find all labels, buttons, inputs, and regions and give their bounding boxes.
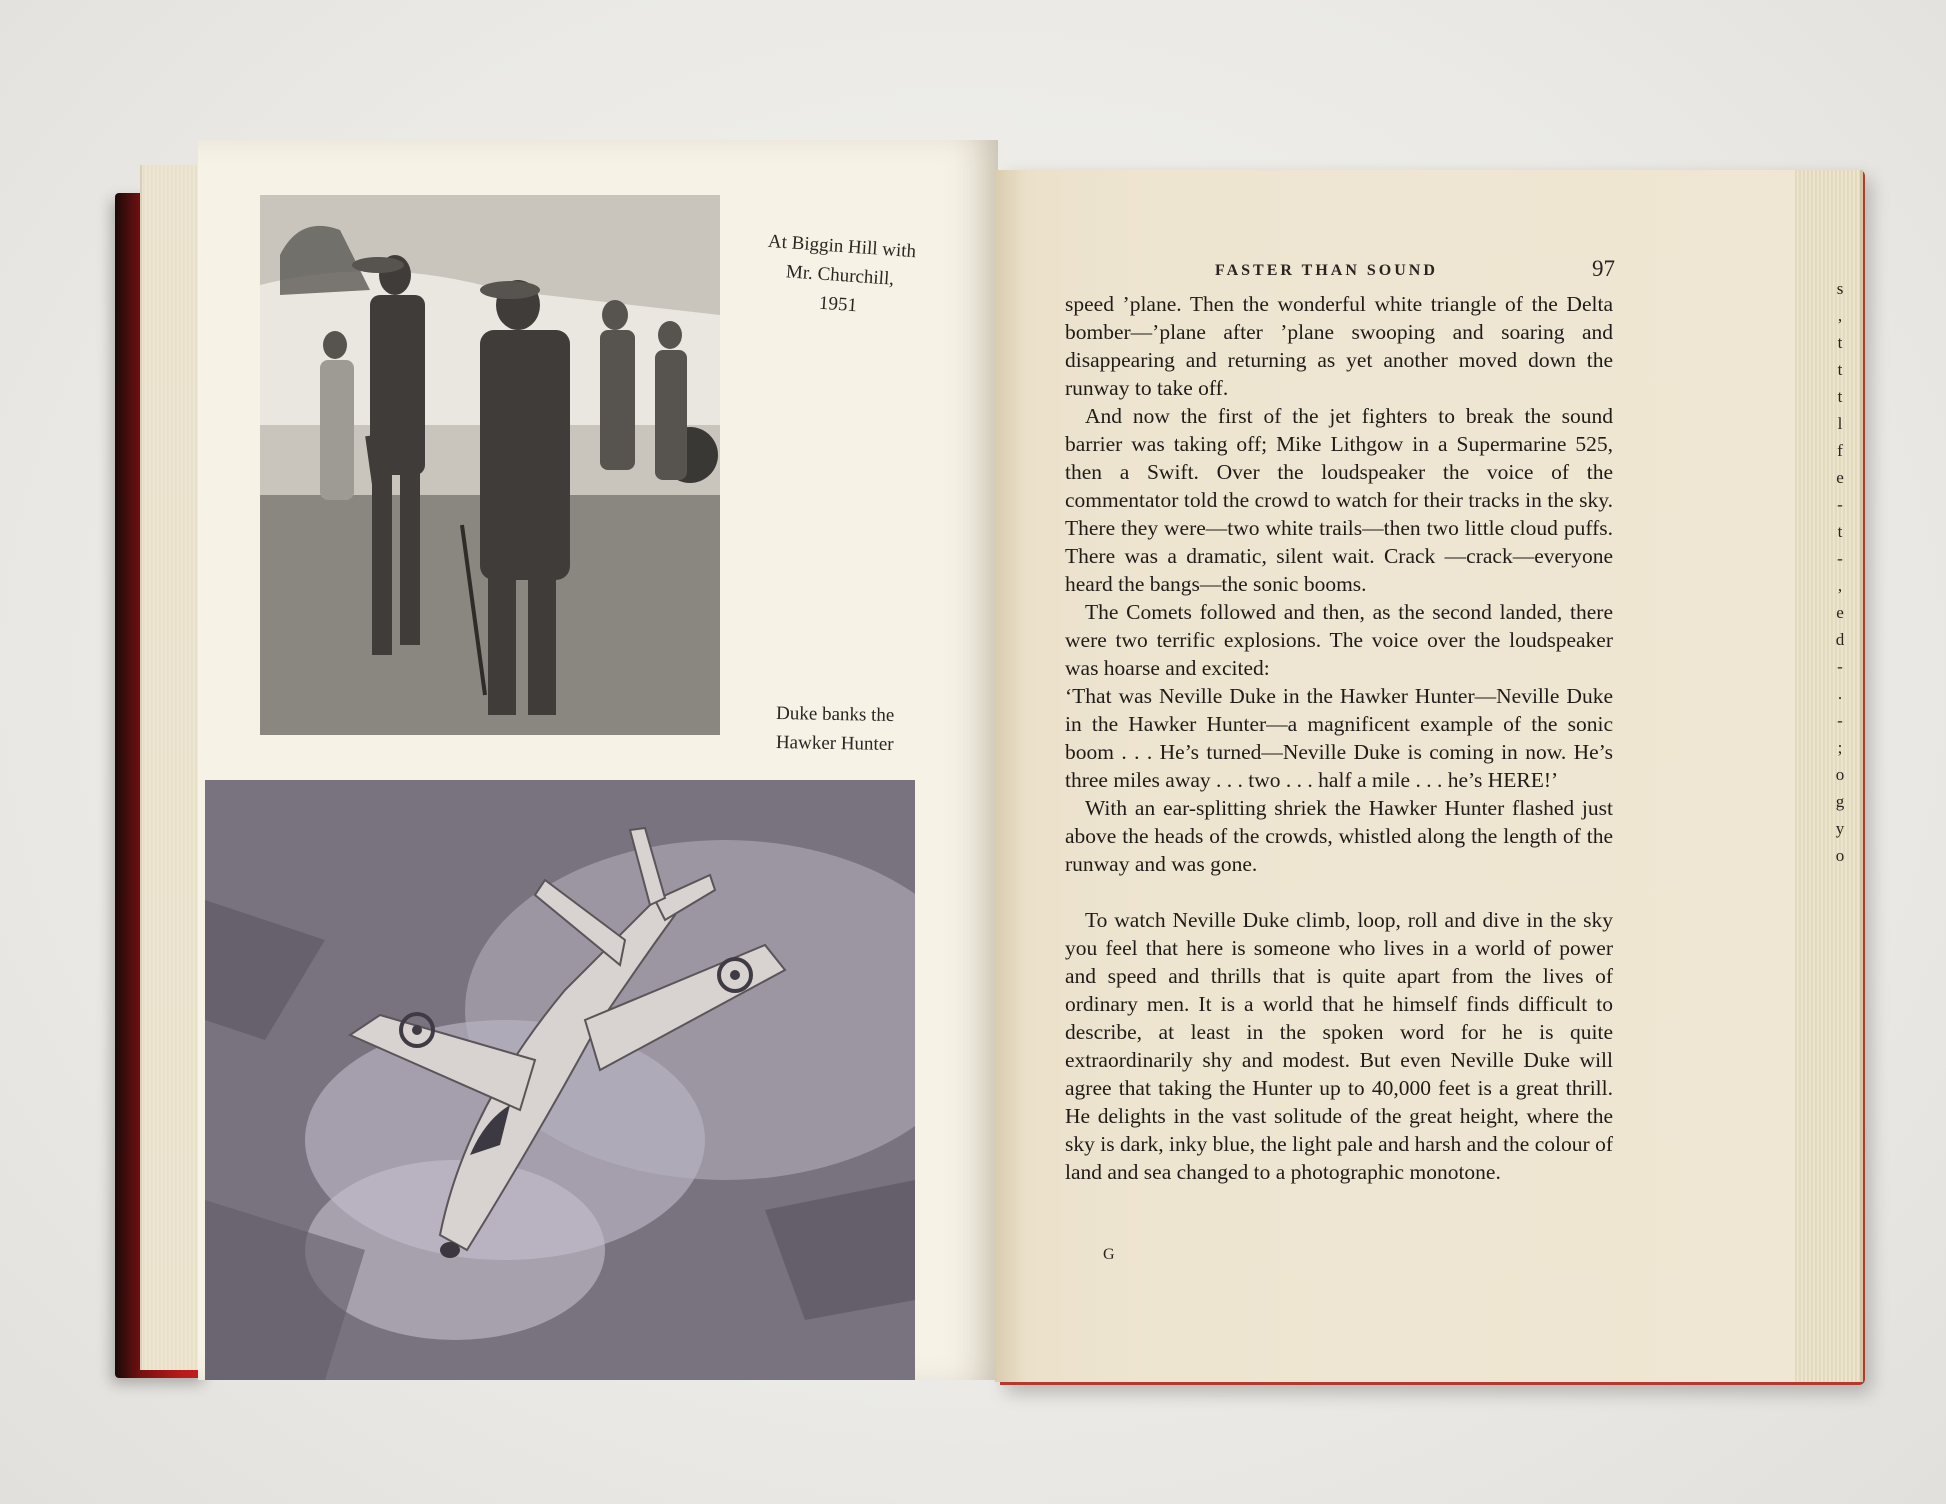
edge-letter: d — [1835, 630, 1845, 649]
hawker-hunter-photo — [205, 780, 915, 1380]
page-number: 97 — [1592, 256, 1615, 281]
caption-duke-banks — [740, 698, 931, 759]
paragraph: speed ’plane. Then the wonderful white triangle of the Delta bomber—’plane after ’plane swooping and soaring and disappearing and returning as yet another moved down the runway to take off. — [1065, 292, 1613, 400]
edge-letter: g — [1835, 792, 1845, 811]
edge-letter: e — [1836, 603, 1844, 622]
edge-letter: ; — [1837, 738, 1843, 757]
paragraph: ‘That was Neville Duke in the Hawker Hunter—Neville Duke in the Hawker Hunter—a magnificent example of the sonic boom . . . He’s turned—Neville Duke is coming in now. He’s three miles away . . . two . . . half a mile . . . he’s HERE!’ — [1065, 684, 1613, 792]
caption-line: Duke banks the — [775, 702, 895, 727]
edge-letter: t — [1837, 522, 1843, 541]
edge-letter: y — [1835, 819, 1845, 838]
edge-letter: - — [1837, 711, 1843, 730]
running-title: FASTER THAN SOUND — [1215, 262, 1438, 279]
edge-letters — [1830, 275, 1850, 869]
edge-letter: t — [1837, 360, 1843, 379]
edge-letter: - — [1837, 549, 1843, 568]
edge-letter: - — [1837, 495, 1843, 514]
edge-letter: e — [1836, 468, 1844, 487]
caption-line: Hawker Hunter — [775, 731, 894, 756]
edge-letter: o — [1835, 846, 1845, 865]
paragraph: To watch Neville Duke climb, loop, roll and dive in the sky you feel that here is someone who lives in a world of power and speed and thrills that is quite apart from the lives of ordinary men. It is a world that he himself finds difficult to describe, at least in the spoken word for he is quite extraordinarily shy and modest. But even Neville Duke will agree that taking the Hunter up to 40,000 feet is a great thrill. He delights in the vast solitude of the great height, where the sky is dark, inky blue, the light pale and harsh and the colour of land and sea changed to a photographic monotone. — [1065, 908, 1613, 1184]
churchill-photo — [260, 195, 720, 735]
edge-letter: . — [1837, 684, 1843, 703]
edge-letter: , — [1837, 306, 1843, 325]
edge-letter: s — [1836, 279, 1844, 298]
edge-letter: - — [1837, 657, 1843, 676]
caption-line: 1951 — [818, 292, 858, 317]
edge-letter: o — [1835, 765, 1845, 784]
caption-biggin-hill — [732, 225, 948, 326]
signature-mark: G — [1103, 1246, 1116, 1263]
paragraph: The Comets followed and then, as the second landed, there were two terrific explosions. The voice over the loudspeaker was hoarse and excited: — [1065, 600, 1613, 680]
body-text — [1065, 290, 1613, 1186]
caption-line: At Biggin Hill with — [767, 230, 917, 263]
edge-letter: f — [1837, 441, 1843, 460]
caption-line: Mr. Churchill, — [785, 261, 895, 290]
edge-letter: , — [1837, 576, 1843, 595]
page-stack-right — [1790, 170, 1863, 1382]
edge-letter: t — [1837, 333, 1843, 352]
edge-letter: t — [1837, 387, 1843, 406]
paragraph: With an ear-splitting shriek the Hawker Hunter flashed just above the heads of the crowds, whistled along the length of the runway and was gone. — [1065, 796, 1613, 876]
edge-letter: l — [1837, 414, 1843, 433]
paragraph: And now the first of the jet fighters to break the sound barrier was taking off; Mike Lithgow in a Supermarine 525, then a Swift. Over the loudspeaker the voice of the commentator told the crowd to watch for their tracks in the sky. There they were—two white trails—then two little cloud puffs. There was a dramatic, silent wait. Crack —crack—everyone heard the bangs—the sonic booms. — [1065, 404, 1613, 596]
